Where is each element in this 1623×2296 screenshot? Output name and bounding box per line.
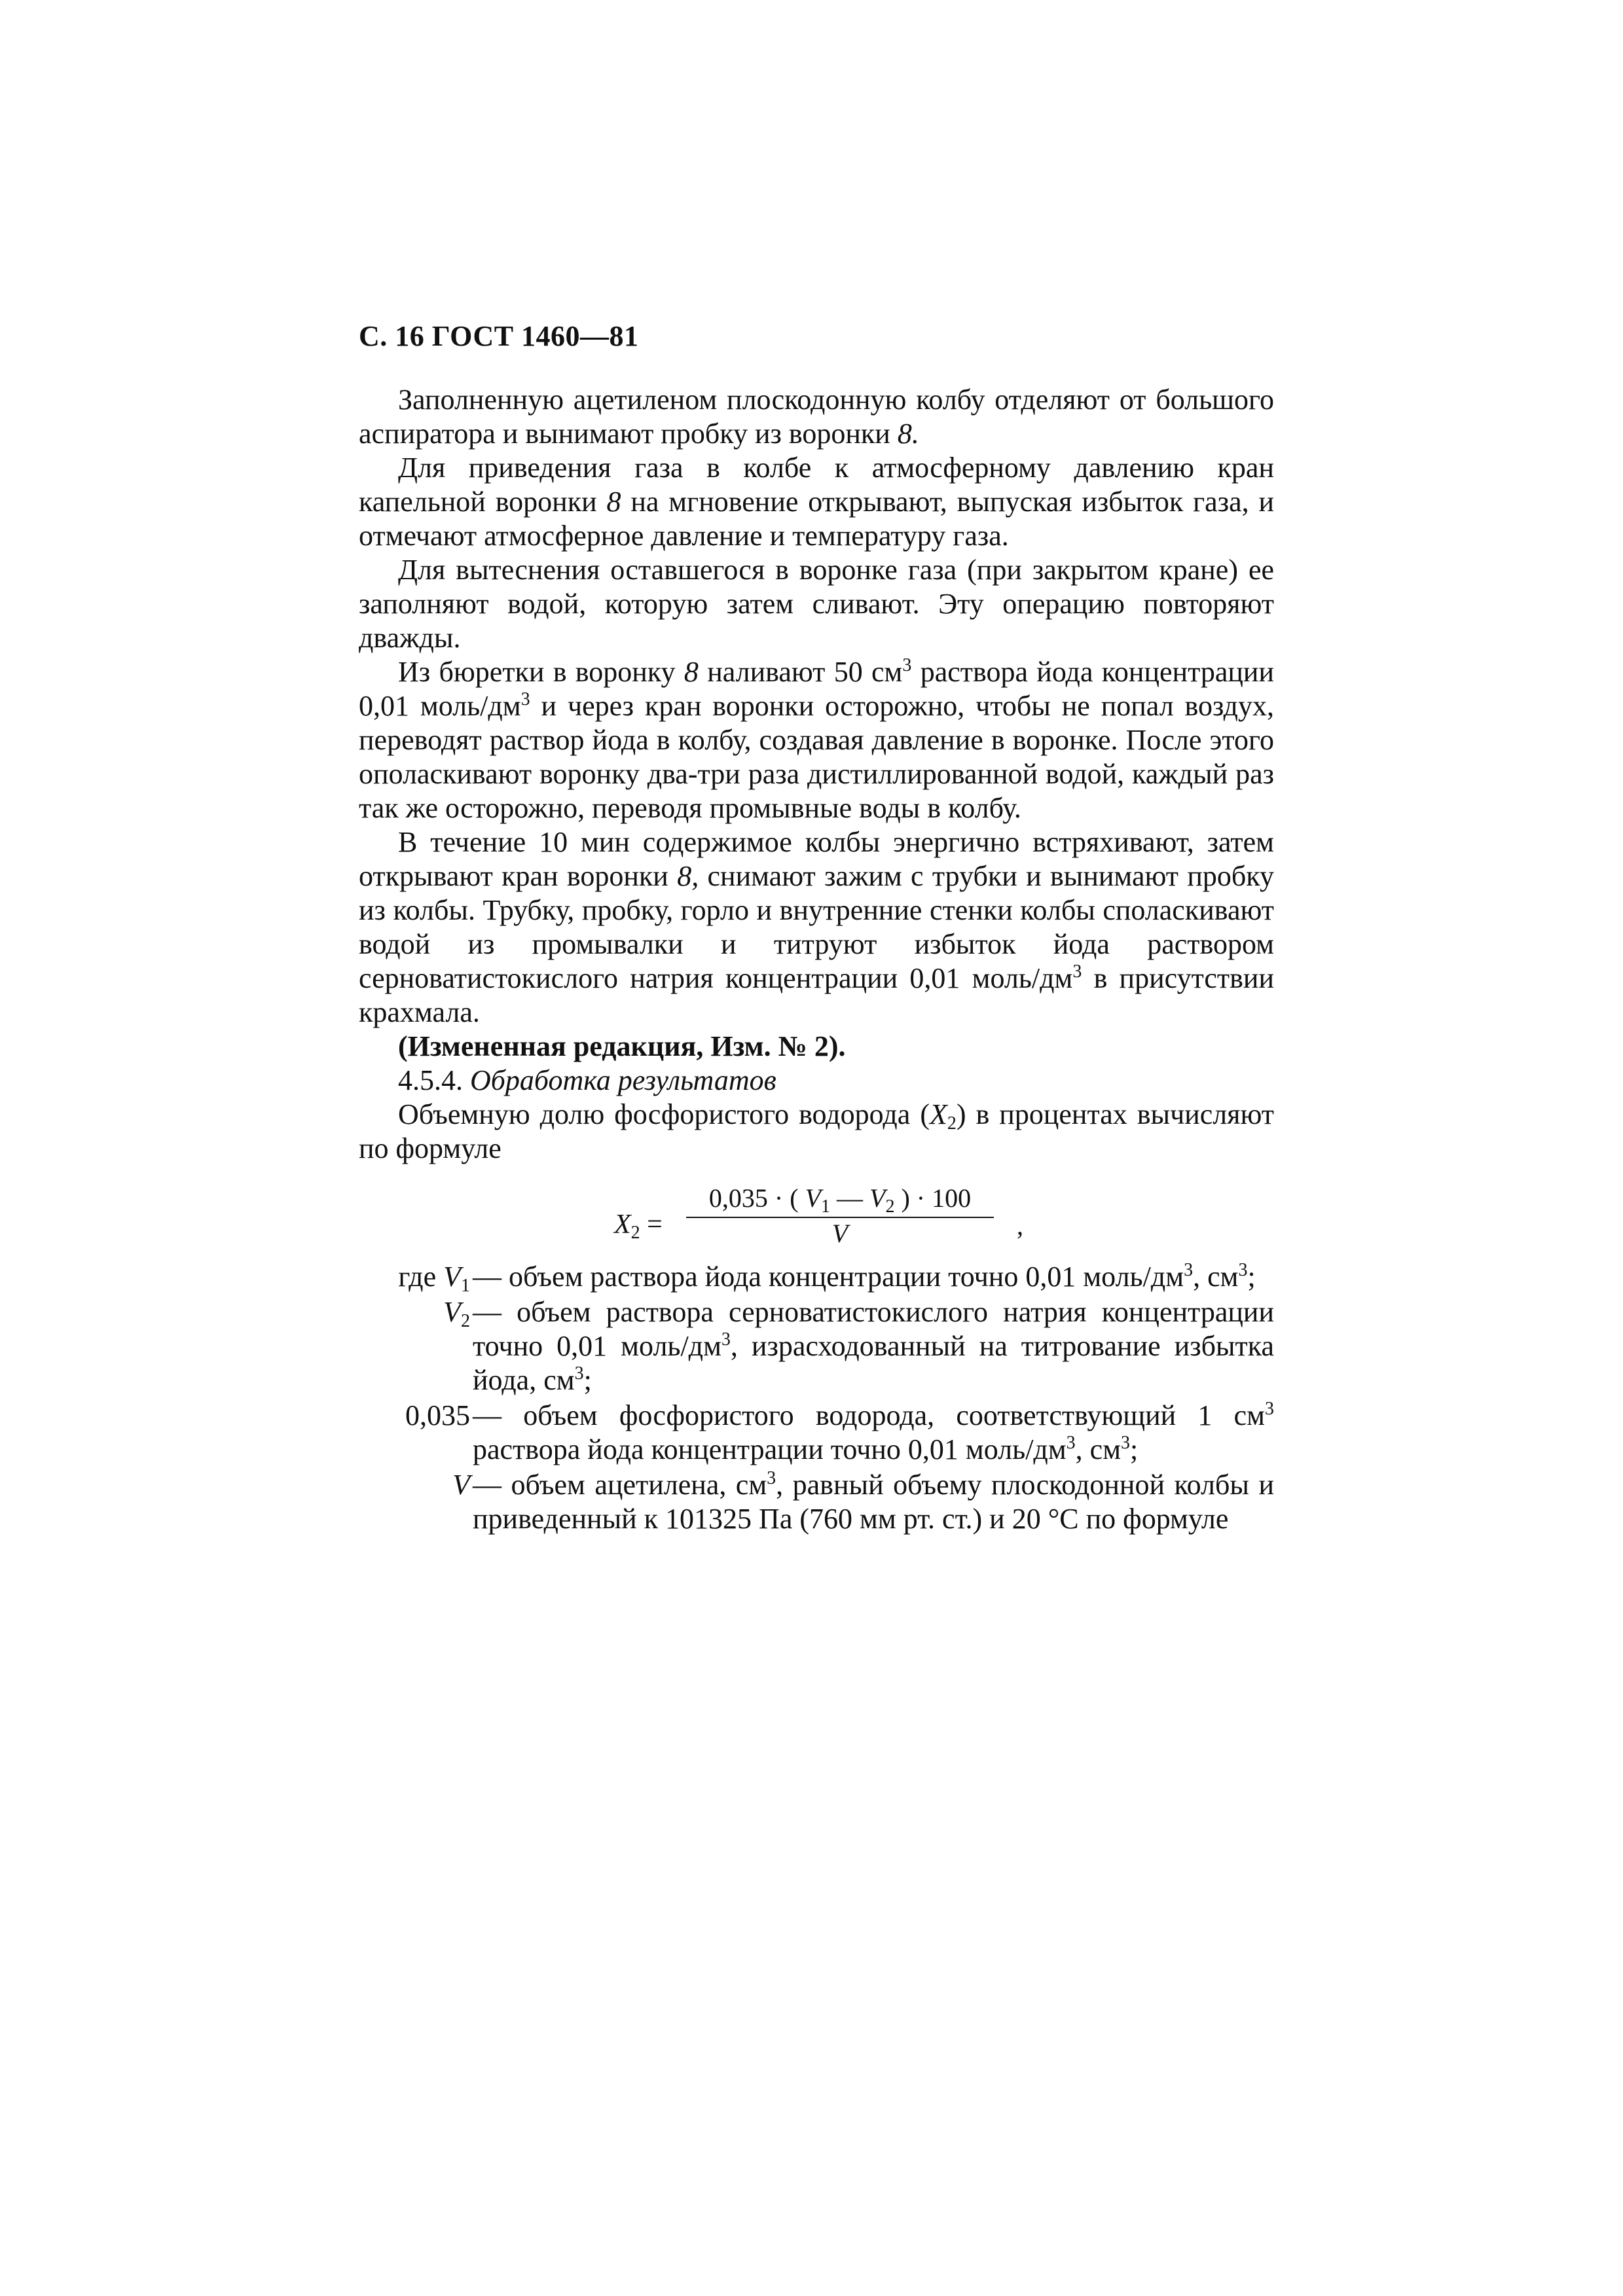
superscript: 3	[1184, 1260, 1194, 1280]
text: раствора йода концентрации точно 0,01 моль/дм	[473, 1433, 1067, 1465]
multiply-dot: ·	[774, 1183, 784, 1213]
formula-x2	[359, 1183, 1274, 1248]
formula-denominator	[686, 1219, 994, 1248]
variable-v2: V	[443, 1296, 461, 1328]
formula-lhs	[614, 1208, 663, 1242]
definition-text	[473, 1399, 1274, 1467]
formula-fraction	[686, 1183, 994, 1248]
paragraph-4-text-b: наливают 50 см	[707, 656, 903, 688]
text: — объем раствора йода концентрации точно 0,01 моль/дм	[473, 1261, 1184, 1293]
superscript: 3	[574, 1363, 584, 1384]
subscript: 1	[821, 1196, 830, 1217]
subscript: 2	[947, 1113, 957, 1134]
paragraph-4-text-c: раствора йода концентрации 0,01 моль/дм	[359, 656, 1275, 722]
superscript: 3	[1072, 961, 1082, 982]
minus-sign: —	[837, 1183, 863, 1213]
definition-constant	[359, 1399, 1274, 1467]
variable-v: V	[452, 1469, 470, 1501]
superscript: 3	[1121, 1433, 1131, 1453]
variable-v2: V	[869, 1183, 886, 1213]
paragraph-1-text: Заполненную ацетиленом плоскодонную колбу отделяют от большого аспиратора и вынимают пробку из воронки	[359, 384, 1274, 450]
fraction-bar	[686, 1217, 994, 1218]
multiply-dot: ·	[916, 1183, 926, 1213]
section-number: 4.5.4.	[398, 1064, 463, 1096]
constant: 0,035	[405, 1399, 470, 1431]
text: , равный объему плоскодонной колбы и приведенный к 101325 Па (760 мм рт. ст.) и 20 °С по формуле	[473, 1469, 1274, 1535]
superscript: 3	[721, 1329, 731, 1350]
definitions-list	[359, 1260, 1274, 1536]
paragraph-4-text-d: и через кран воронки осторожно, чтобы не попал воздух, переводят раствор йода в колбу, создавая давление в воронке. После этого ополаскивают воронку два-три раза дистиллированной водой, каждый раз так же осторожно, переводя промывные воды в колбу.	[359, 690, 1274, 824]
text: — объем раствора серноватистокислого натрия концентрации точно 0,01 моль/дм	[473, 1296, 1274, 1362]
paragraph-6-text-b: ) в процентах вычисляют по формуле	[359, 1098, 1275, 1164]
formula-numerator	[686, 1183, 994, 1217]
text: , см	[1193, 1261, 1239, 1293]
constant: 0,035	[708, 1183, 768, 1213]
text: ;	[1247, 1261, 1256, 1293]
definition-symbol	[359, 1468, 473, 1536]
definition-symbol	[359, 1260, 473, 1294]
paragraph-2	[359, 451, 1274, 553]
subscript: 2	[630, 1223, 640, 1243]
superscript: 3	[1265, 1399, 1274, 1419]
variable-v1: V	[805, 1183, 821, 1213]
equals-sign: =	[647, 1210, 663, 1240]
close-paren: )	[901, 1183, 910, 1213]
running-head: С. 16 ГОСТ 1460—81	[359, 320, 639, 352]
definition-text	[473, 1260, 1274, 1294]
paragraph-4-text-a: Из бюретки в воронку	[398, 656, 676, 688]
definition-v	[359, 1468, 1274, 1536]
superscript: 3	[1066, 1433, 1076, 1453]
paragraph-2-text-a: Для приведения газа в колбе к атмосферному давлению кран капельной воронки	[359, 452, 1274, 518]
paragraph-6-text-a: Объемную долю фосфористого водорода (	[398, 1098, 930, 1130]
text: — объем фосфористого водорода, соответствующий 1 см	[473, 1399, 1265, 1431]
text: , израсходованный на титрование избытка йода, см	[473, 1330, 1274, 1396]
amendment-note: (Измененная редакция, Изм. № 2).	[398, 1030, 846, 1062]
variable-v1: V	[443, 1261, 461, 1293]
paragraph-6	[359, 1098, 1274, 1166]
variable-v: V	[831, 1219, 848, 1248]
paragraph-1	[359, 383, 1274, 451]
text: — объем ацетилена, см	[473, 1469, 767, 1501]
variable-x: X	[614, 1210, 631, 1240]
funnel-ref: 8	[684, 656, 699, 688]
open-paren: (	[790, 1183, 799, 1213]
superscript: 3	[902, 655, 912, 675]
text: ;	[1130, 1433, 1139, 1465]
subscript: 1	[461, 1276, 470, 1296]
definition-symbol	[359, 1295, 473, 1397]
text: , см	[1075, 1433, 1122, 1465]
paragraph-2-text-b: на мгновение открывают, выпуская избыток газа, и отмечают атмосферное давление и температуру газа.	[359, 486, 1275, 552]
paragraph-5-text-b: снимают зажим с трубки и вынимают пробку из колбы. Трубку, пробку, горло и внутренние стенки колбы споласкивают водой из промывалки и титруют избыток йода раствором серноватистокислого натрия концентрации 0,01 моль/дм	[359, 860, 1275, 994]
funnel-ref: 8	[606, 486, 621, 518]
paragraph-5	[359, 825, 1274, 1030]
definition-text	[473, 1468, 1274, 1536]
paragraph-4	[359, 655, 1274, 825]
variable-x: X	[929, 1098, 947, 1130]
definition-v2	[359, 1295, 1274, 1397]
section-title: Обработка результатов	[470, 1064, 776, 1096]
subscript: 2	[885, 1196, 895, 1217]
formula-comma: ,	[1017, 1211, 1023, 1240]
paragraph-3: Для вытеснения оставшегося в воронке газа (при закрытом кране) ее заполняют водой, которую затем сливают. Эту операцию повторяют дважды.	[359, 554, 1274, 654]
constant: 100	[932, 1183, 972, 1213]
superscript: 3	[1238, 1260, 1248, 1280]
paragraph-5-text-c: в присутствии крахмала.	[359, 962, 1274, 1028]
subscript: 2	[461, 1311, 470, 1331]
definition-text	[473, 1295, 1274, 1397]
document-body	[359, 383, 1274, 1537]
superscript: 3	[767, 1468, 776, 1488]
paragraph-5-text-a: В течение 10 мин содержимое колбы энергично встряхивают, затем открывают кран воронки	[359, 826, 1274, 892]
superscript: 3	[520, 689, 530, 709]
definition-symbol	[359, 1399, 473, 1467]
section-heading	[359, 1064, 1274, 1098]
text: ;	[583, 1364, 592, 1396]
funnel-ref: 8,	[677, 860, 699, 892]
definition-v1	[359, 1260, 1274, 1294]
where-label: где	[398, 1261, 437, 1293]
funnel-ref: 8.	[897, 418, 919, 450]
